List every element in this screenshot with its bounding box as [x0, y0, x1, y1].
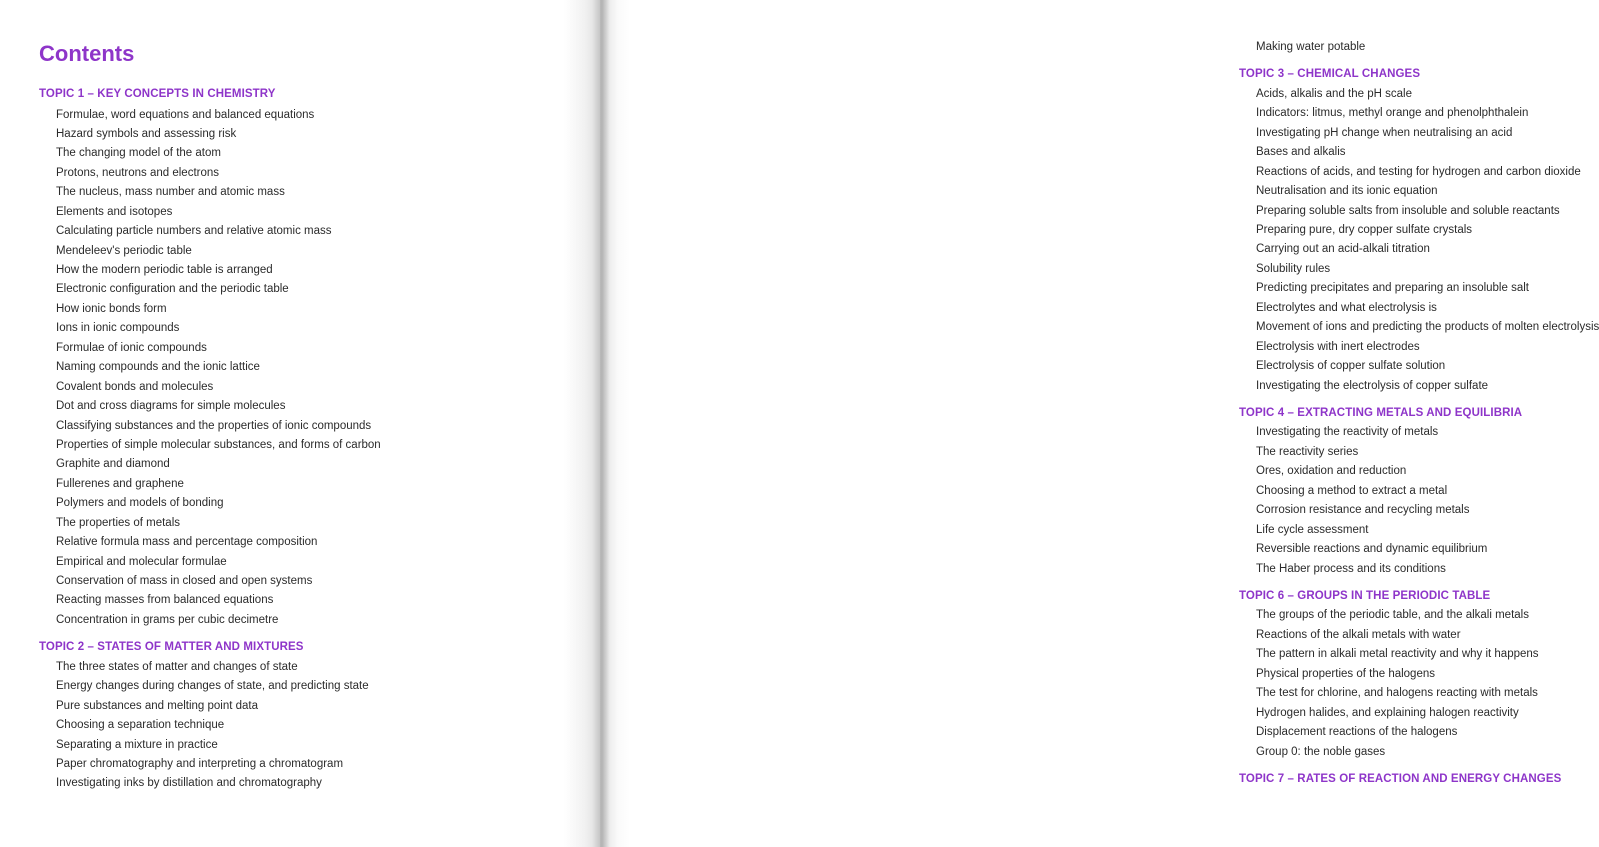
topic-heading-topic-1[interactable]: TOPIC 1 – KEY CONCEPTS IN CHEMISTRY	[39, 88, 276, 100]
toc-entry[interactable]: Conservation of mass in closed and open systems	[56, 575, 313, 587]
toc-entry[interactable]: Group 0: the noble gases	[1256, 745, 1386, 758]
toc-entry[interactable]: The nucleus, mass number and atomic mass	[56, 186, 285, 199]
toc-entry[interactable]: Reversible reactions and dynamic equilibrium	[1256, 543, 1488, 556]
toc-entry[interactable]: Electrolysis of copper sulfate solution	[1256, 360, 1446, 373]
toc-entry[interactable]: Mendeleev's periodic table	[56, 244, 192, 257]
toc-list	[39, 106, 381, 631]
toc-entry[interactable]: How ionic bonds form	[56, 302, 167, 315]
toc-entry[interactable]: Elements and isotopes	[56, 205, 173, 218]
topic-heading-topic-2[interactable]: TOPIC 2 – STATES OF MATTER AND MIXTURES	[39, 641, 304, 654]
toc-list	[39, 658, 381, 794]
toc-entry[interactable]: Electronic configuration and the periodic table	[56, 283, 289, 296]
toc-entry[interactable]: Investigating the electrolysis of copper sulfate	[1256, 379, 1489, 392]
toc-entry[interactable]: The pattern in alkali metal reactivity and why it happens	[1256, 648, 1539, 661]
toc-entry[interactable]: Properties of simple molecular substances, and forms of carbon	[56, 438, 381, 451]
toc-entry[interactable]: Paper chromatography and interpreting a chromatogram	[56, 758, 344, 770]
toc-entry[interactable]: Choosing a method to extract a metal	[1256, 484, 1448, 497]
toc-entry[interactable]: Predicting precipitates and preparing an insoluble salt	[1256, 282, 1529, 295]
toc-entry[interactable]: Covalent bonds and molecules	[56, 380, 214, 393]
toc-entry[interactable]: Formulae of ionic compounds	[56, 341, 207, 354]
toc-entry[interactable]: Concentration in grams per cubic decimetre	[56, 613, 279, 626]
toc-entry[interactable]: Life cycle assessment	[1256, 523, 1369, 536]
right-toc-column	[1239, 38, 1599, 789]
toc-entry[interactable]: Hazard symbols and assessing risk	[56, 127, 237, 140]
toc-entry[interactable]: Dot and cross diagrams for simple molecules	[56, 400, 286, 413]
toc-entry[interactable]: Graphite and diamond	[56, 458, 170, 471]
book-gutter	[592, 0, 610, 847]
toc-entry[interactable]: Carrying out an acid-alkali titration	[1256, 243, 1430, 256]
toc-entry[interactable]: Bases and alkalis	[1256, 146, 1346, 159]
continued-list	[1239, 38, 1599, 57]
toc-entry[interactable]: Displacement reactions of the halogens	[1256, 726, 1458, 739]
toc-entry[interactable]: Polymers and models of bonding	[56, 497, 224, 510]
toc-entry[interactable]: Ores, oxidation and reduction	[1256, 465, 1407, 478]
toc-entry[interactable]: Naming compounds and the ionic lattice	[56, 361, 260, 374]
toc-list	[1239, 606, 1599, 762]
toc-entry[interactable]: Investigating the reactivity of metals	[1256, 426, 1439, 439]
toc-entry[interactable]: Corrosion resistance and recycling metals	[1256, 504, 1470, 517]
toc-entry[interactable]: The groups of the periodic table, and the alkali metals	[1256, 609, 1529, 622]
toc-entry[interactable]: Solubility rules	[1256, 262, 1331, 275]
page-title: Contents	[39, 41, 135, 66]
toc-entry[interactable]: Separating a mixture in practice	[56, 738, 218, 751]
toc-list	[1239, 85, 1599, 396]
toc-entry[interactable]: The changing model of the atom	[56, 147, 221, 160]
right-page	[600, 0, 1599, 847]
toc-entry[interactable]: Preparing soluble salts from insoluble and soluble reactants	[1256, 204, 1560, 217]
toc-entry[interactable]: Classifying substances and the properties of ionic compounds	[56, 419, 372, 432]
toc-entry[interactable]: Calculating particle numbers and relative atomic mass	[56, 225, 332, 238]
toc-entry[interactable]: Protons, neutrons and electrons	[56, 166, 220, 179]
left-page	[0, 0, 600, 847]
toc-entry[interactable]: Acids, alkalis and the pH scale	[1256, 87, 1412, 100]
toc-entry[interactable]: Choosing a separation technique	[56, 719, 225, 732]
toc-entry[interactable]: Empirical and molecular formulae	[56, 555, 227, 568]
toc-entry[interactable]: The reactivity series	[1256, 445, 1359, 458]
toc-entry[interactable]: Formulae, word equations and balanced equations	[56, 108, 315, 121]
topic-heading-topic-4[interactable]: TOPIC 4 – EXTRACTING METALS AND EQUILIBRIA	[1239, 406, 1523, 419]
toc-entry[interactable]: Pure substances and melting point data	[56, 699, 259, 712]
toc-entry[interactable]: Electrolysis with inert electrodes	[1256, 340, 1420, 353]
toc-entry[interactable]: The three states of matter and changes of state	[56, 660, 298, 673]
topic-heading-topic-3[interactable]: TOPIC 3 – CHEMICAL CHANGES	[1239, 68, 1421, 81]
toc-entry[interactable]: Ions in ionic compounds	[56, 322, 180, 335]
toc-entry[interactable]: Movement of ions and predicting the products of molten electrolysis	[1256, 321, 1599, 334]
toc-entry[interactable]: Hydrogen halides, and explaining halogen reactivity	[1256, 706, 1519, 719]
toc-entry[interactable]: Indicators: litmus, methyl orange and phenolphthalein	[1256, 107, 1529, 120]
toc-entry[interactable]: Energy changes during changes of state, and predicting state	[56, 680, 369, 693]
toc-entry[interactable]: The test for chlorine, and halogens reacting with metals	[1256, 687, 1538, 700]
toc-entry[interactable]: The Haber process and its conditions	[1256, 562, 1446, 575]
toc-entry[interactable]: Making water potable	[1256, 41, 1366, 53]
toc-entry[interactable]: Investigating inks by distillation and chromatography	[56, 777, 322, 790]
toc-entry[interactable]: Reacting masses from balanced equations	[56, 594, 274, 607]
toc-entry[interactable]: Physical properties of the halogens	[1256, 667, 1435, 680]
toc-list	[1239, 423, 1599, 579]
toc-entry[interactable]: How the modern periodic table is arranged	[56, 264, 273, 276]
toc-entry[interactable]: Investigating pH change when neutralising an acid	[1256, 126, 1513, 139]
left-toc-column	[39, 85, 381, 794]
toc-entry[interactable]: Reactions of acids, and testing for hydrogen and carbon dioxide	[1256, 165, 1581, 178]
toc-entry[interactable]: Electrolytes and what electrolysis is	[1256, 301, 1437, 314]
toc-entry[interactable]: Neutralisation and its ionic equation	[1256, 185, 1438, 198]
toc-entry[interactable]: Preparing pure, dry copper sulfate crystals	[1256, 224, 1473, 236]
toc-entry[interactable]: Fullerenes and graphene	[56, 477, 184, 490]
topic-heading-topic-6[interactable]: TOPIC 6 – GROUPS IN THE PERIODIC TABLE	[1239, 589, 1491, 602]
toc-entry[interactable]: The properties of metals	[56, 516, 181, 529]
topic-heading-topic-7[interactable]: TOPIC 7 – RATES OF REACTION AND ENERGY CHANGES	[1239, 772, 1562, 785]
toc-entry[interactable]: Reactions of the alkali metals with water	[1256, 628, 1461, 641]
toc-entry[interactable]: Relative formula mass and percentage composition	[56, 536, 318, 549]
